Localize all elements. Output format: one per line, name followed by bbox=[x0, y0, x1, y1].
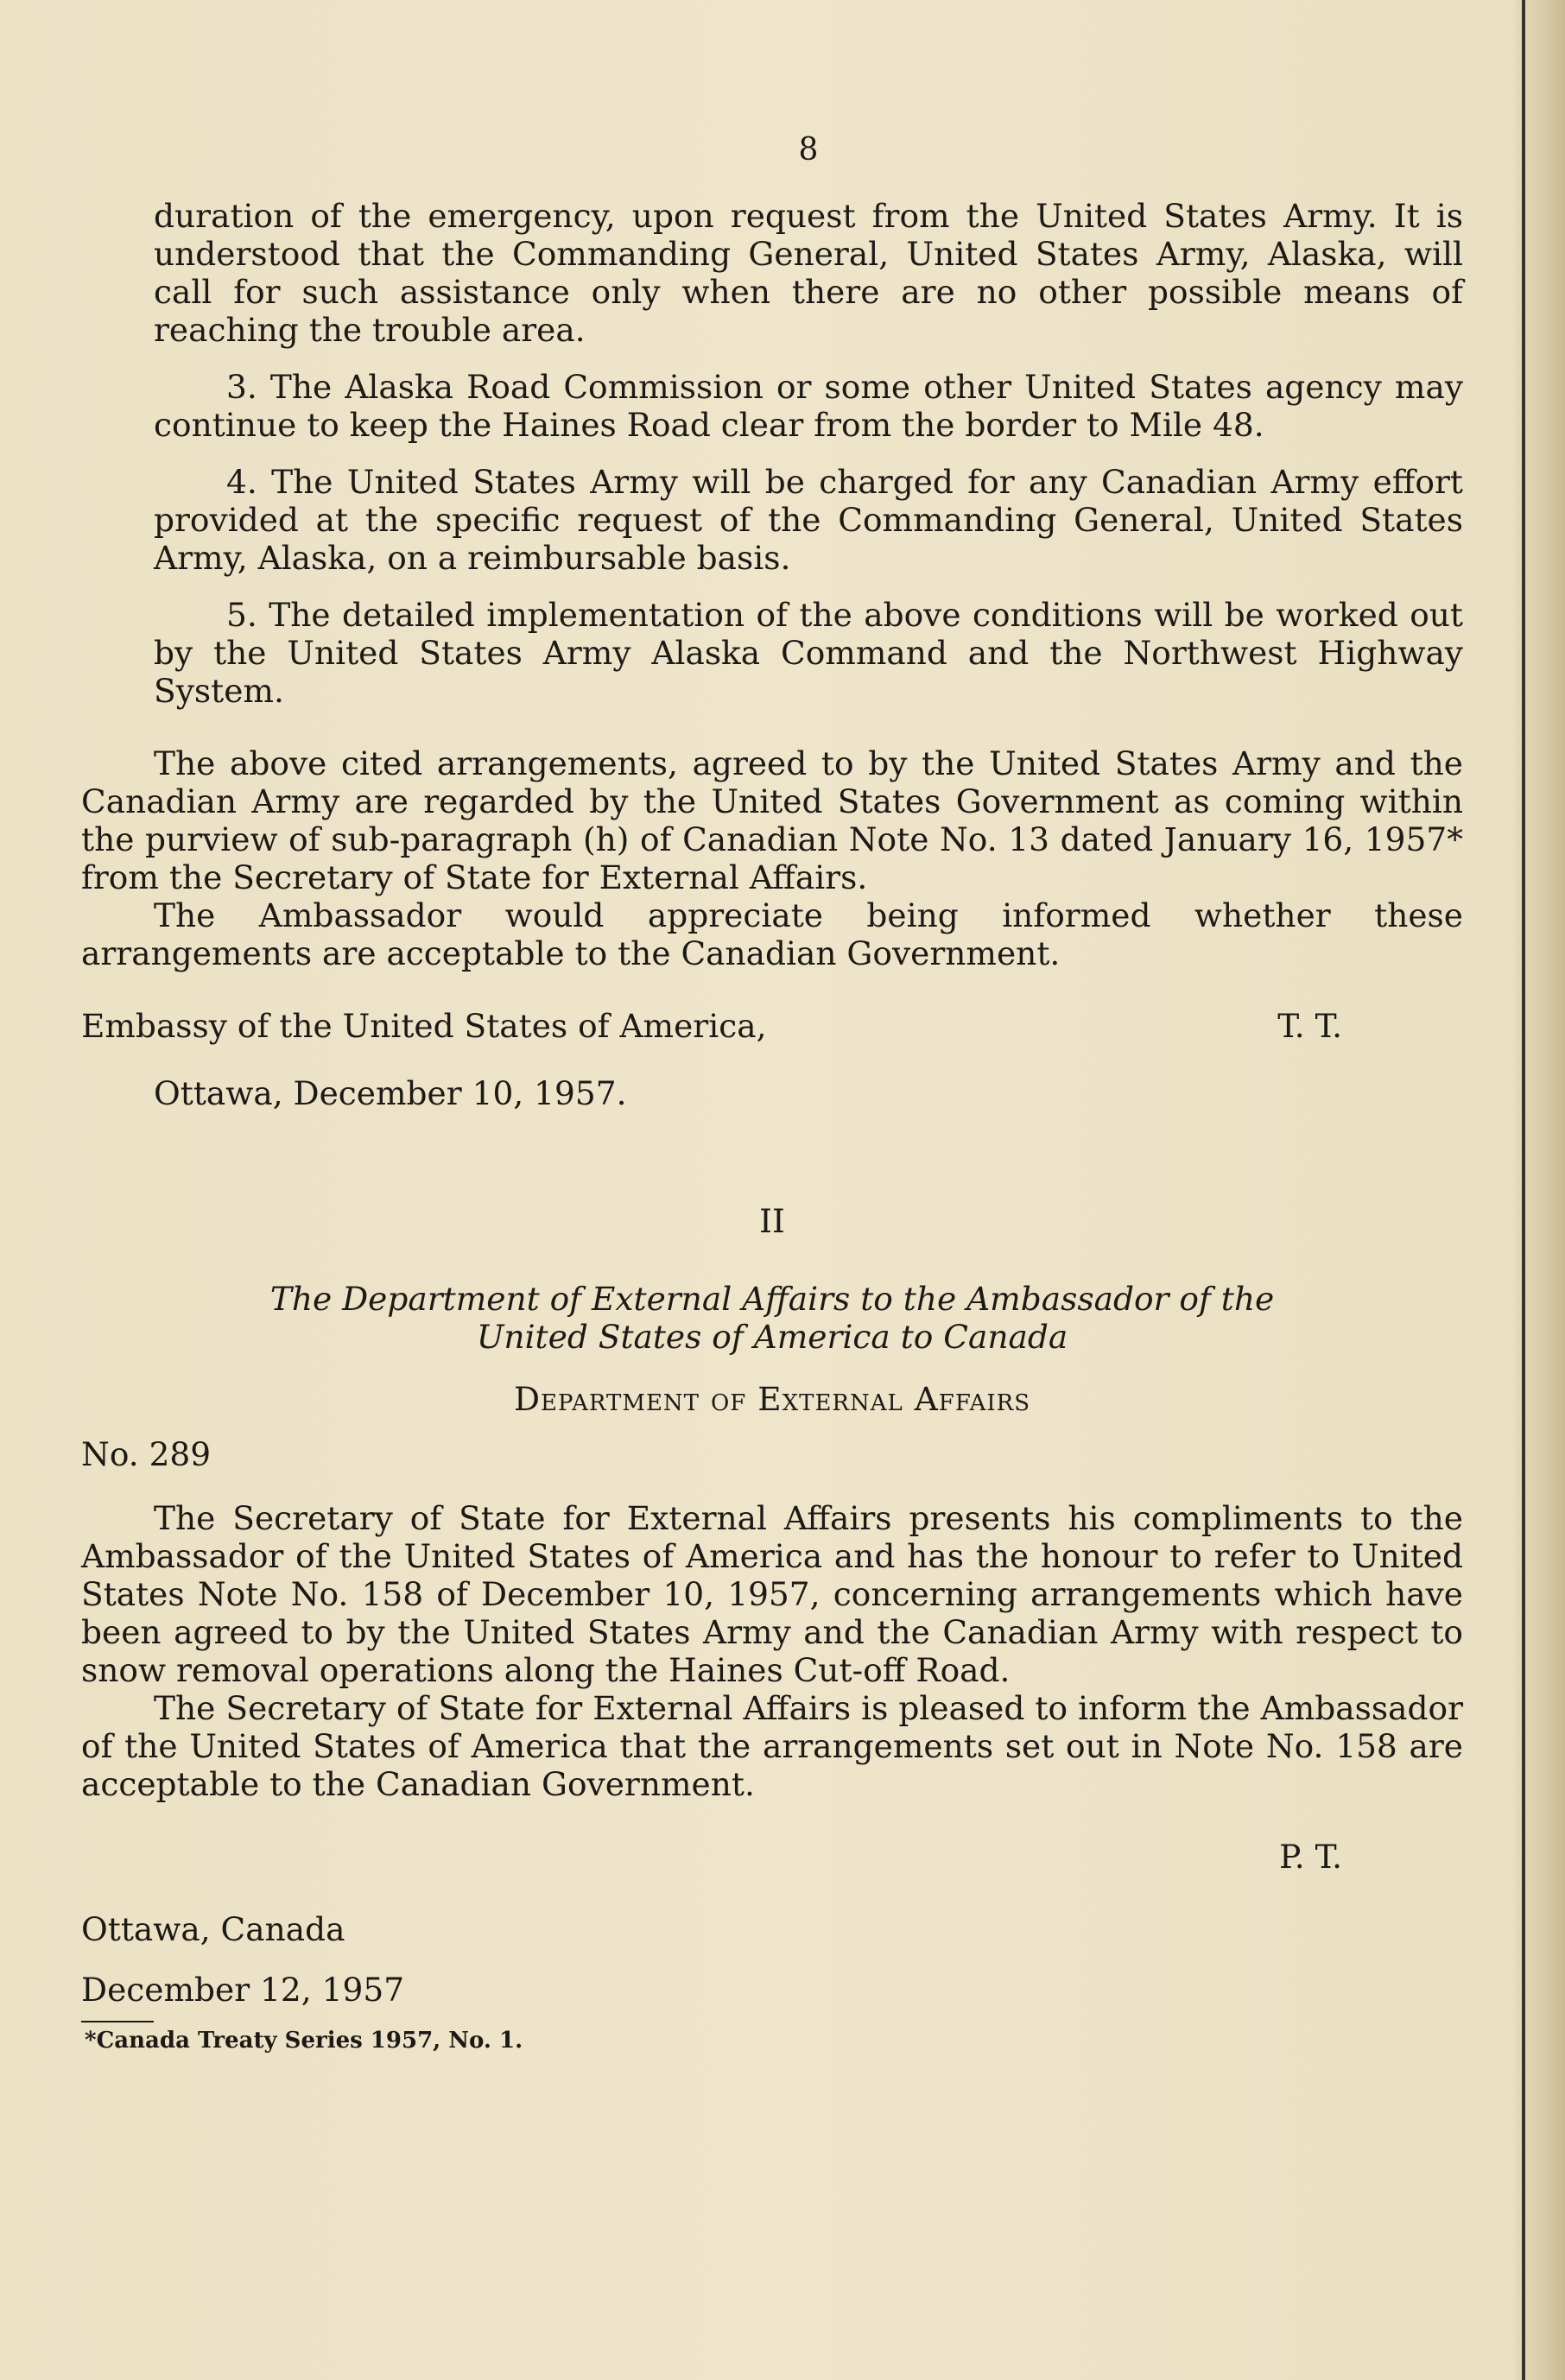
note-2-roman-numeral: II bbox=[759, 1202, 785, 1240]
footnote: *Canada Treaty Series 1957, No. 1. bbox=[85, 2028, 523, 2054]
note-number: No. 289 bbox=[81, 1435, 212, 1473]
note-2-initials: P. T. bbox=[1279, 1838, 1342, 1876]
embassy-name: Embassy of the United States of America, bbox=[81, 1007, 767, 1045]
page-edge-line bbox=[1522, 0, 1525, 2380]
page-content bbox=[81, 104, 1463, 2055]
note-1-signature-line bbox=[81, 1007, 1463, 1045]
page-number: 8 bbox=[798, 132, 819, 168]
department-heading: Department of External Affairs bbox=[513, 1380, 1031, 1418]
note-1-initials: T. T. bbox=[1277, 1007, 1342, 1045]
continuation-paragraph: duration of the emergency, upon request from the United States Army. It is understood that the Commanding General, United States Army, Alaska, will call for such assistance only when there are no other possible means of reaching the trouble area. bbox=[154, 197, 1463, 349]
note-1-body bbox=[81, 744, 1463, 2055]
item-3-paragraph: 3. The Alaska Road Commission or some other United States agency may continue to keep the Haines Road clear from the border to Mile 48. bbox=[154, 368, 1463, 444]
note-2-paragraph-2: The Secretary of State for External Affairs is pleased to inform the Ambassador of the United States of America that the arrangements set out in Note No. 158 are acceptable to the Canadian Government. bbox=[81, 1689, 1463, 1803]
note-2-place: Ottawa, Canada bbox=[81, 1910, 345, 1948]
note-1-place-date: Ottawa, December 10, 1957. bbox=[154, 1074, 627, 1112]
note-1-paragraph-1: The above cited arrangements, agreed to by the United States Army and the Canadian Army are regarded by the United States Government as coming within the purview of sub-paragraph (h) of Canadian Note No. 13 dated January 16, 1957* from the Secretary of State for External Affairs. bbox=[81, 744, 1463, 896]
footnote-rule bbox=[81, 2021, 154, 2022]
note-1-paragraph-2: The Ambassador would appreciate being informed whether these arrangements are acceptable to the Canadian Government. bbox=[81, 896, 1463, 972]
note-2-title-line-1: The Department of External Affairs to the Ambassador of the bbox=[269, 1280, 1275, 1318]
item-4-paragraph: 4. The United States Army will be charged for any Canadian Army effort provided at the specific request of the Commanding General, United States Army, Alaska, on a reimbursable basis. bbox=[154, 463, 1463, 577]
note-2-title-line-2: United States of America to Canada bbox=[476, 1318, 1068, 1356]
note-2-date: December 12, 1957 bbox=[81, 1971, 405, 2009]
item-5-paragraph: 5. The detailed implementation of the above conditions will be worked out by the United States Army Alaska Command and the Northwest Highway System. bbox=[154, 596, 1463, 710]
note-2-paragraph-1: The Secretary of State for External Affairs presents his compliments to the Ambassador of the United States of America and has the honour to refer to United States Note No. 158 of December 10, 1957, concerning arrangements which have been agreed to by the United States Army and the Canadian Army with respect to snow removal operations along the Haines Cut-off Road. bbox=[81, 1499, 1463, 1689]
